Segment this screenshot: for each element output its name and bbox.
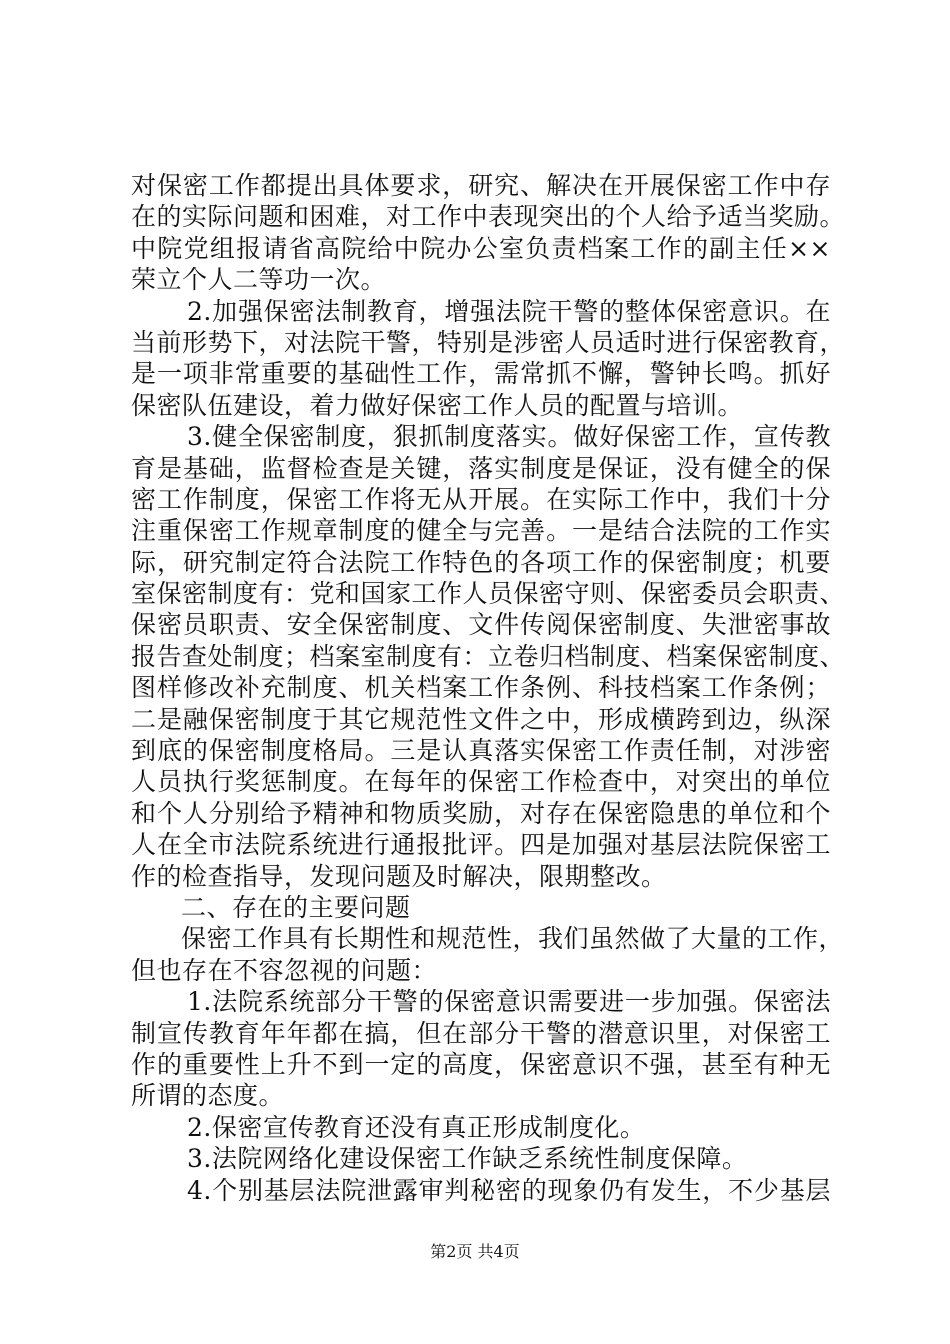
text-line: 注重保密工作规章制度的健全与完善。一是结合法院的工作实 — [131, 516, 831, 546]
text-line: 中院党组报请省高院给中院办公室负责档案工作的副主任×× — [131, 233, 831, 263]
page-footer: 第2页 共4页 — [430, 1242, 520, 1261]
text-line: 4.个别基层法院泄露审判秘密的现象仍有发生，不少基层 — [187, 1175, 831, 1205]
text-line: 和个人分别给予精神和物质奖励，对存在保密隐患的单位和个 — [131, 798, 831, 828]
text-line: 保密员职责、安全保密制度、文件传阅保密制度、失泄密事故 — [131, 610, 831, 640]
text-line: 二、存在的主要问题 — [181, 892, 411, 922]
text-line: 是一项非常重要的基础性工作，需常抓不懈，警钟长鸣。抓好 — [131, 359, 831, 389]
text-line: 报告查处制度；档案室制度有：立卷归档制度、档案保密制度、 — [131, 641, 846, 671]
text-line: 当前形势下，对法院干警，特别是涉密人员适时进行保密教育， — [131, 327, 846, 357]
text-line: 人在全市法院系统进行通报批评。四是加强对基层法院保密工 — [131, 830, 831, 860]
text-line: 保密队伍建设，着力做好保密工作人员的配置与培训。 — [131, 390, 744, 420]
text-line: 制宣传教育年年都在搞，但在部分干警的潜意识里，对保密工 — [131, 1018, 831, 1048]
text-line: 密工作制度，保密工作将无从开展。在实际工作中，我们十分 — [131, 484, 831, 514]
text-line: 室保密制度有：党和国家工作人员保密守则、保密委员会职责、 — [131, 579, 846, 609]
text-line: 图样修改补充制度、机关档案工作条例、科技档案工作条例； — [131, 673, 831, 703]
text-line: 所谓的态度。 — [131, 1081, 285, 1111]
text-line: 荣立个人二等功一次。 — [131, 265, 387, 295]
text-line: 3.健全保密制度，狠抓制度落实。做好保密工作，宣传教 — [187, 422, 831, 452]
text-line: 在的实际问题和困难，对工作中表现突出的个人给予适当奖励。 — [131, 202, 846, 232]
text-line: 保密工作具有长期性和规范性，我们虽然做了大量的工作， — [181, 924, 845, 954]
text-line: 际，研究制定符合法院工作特色的各项工作的保密制度；机要 — [131, 547, 831, 577]
text-line: 作的检查指导，发现问题及时解决，限期整改。 — [131, 861, 667, 891]
text-line: 对保密工作都提出具体要求，研究、解决在开展保密工作中存 — [131, 171, 831, 200]
text-line: 二是融保密制度于其它规范性文件之中，形成横跨到边，纵深 — [131, 704, 831, 734]
document-body — [131, 170, 846, 1206]
text-line: 作的重要性上升不到一定的高度，保密意识不强，甚至有种无 — [131, 1049, 831, 1079]
text-line: 到底的保密制度格局。三是认真落实保密工作责任制，对涉密 — [131, 736, 831, 766]
text-line: 3.法院网络化建设保密工作缺乏系统性制度保障。 — [187, 1144, 748, 1174]
text-line: 人员执行奖惩制度。在每年的保密工作检查中，对突出的单位 — [131, 767, 831, 797]
text-line: 2.加强保密法制教育，增强法院干警的整体保密意识。在 — [187, 296, 831, 326]
text-line: 但也存在不容忽视的问题： — [131, 955, 438, 985]
text-line: 2.保密宣传教育还没有真正形成制度化。 — [187, 1112, 646, 1142]
text-line: 1.法院系统部分干警的保密意识需要进一步加强。保密法 — [187, 987, 831, 1017]
text-line: 育是基础，监督检查是关键，落实制度是保证，没有健全的保 — [131, 453, 831, 483]
